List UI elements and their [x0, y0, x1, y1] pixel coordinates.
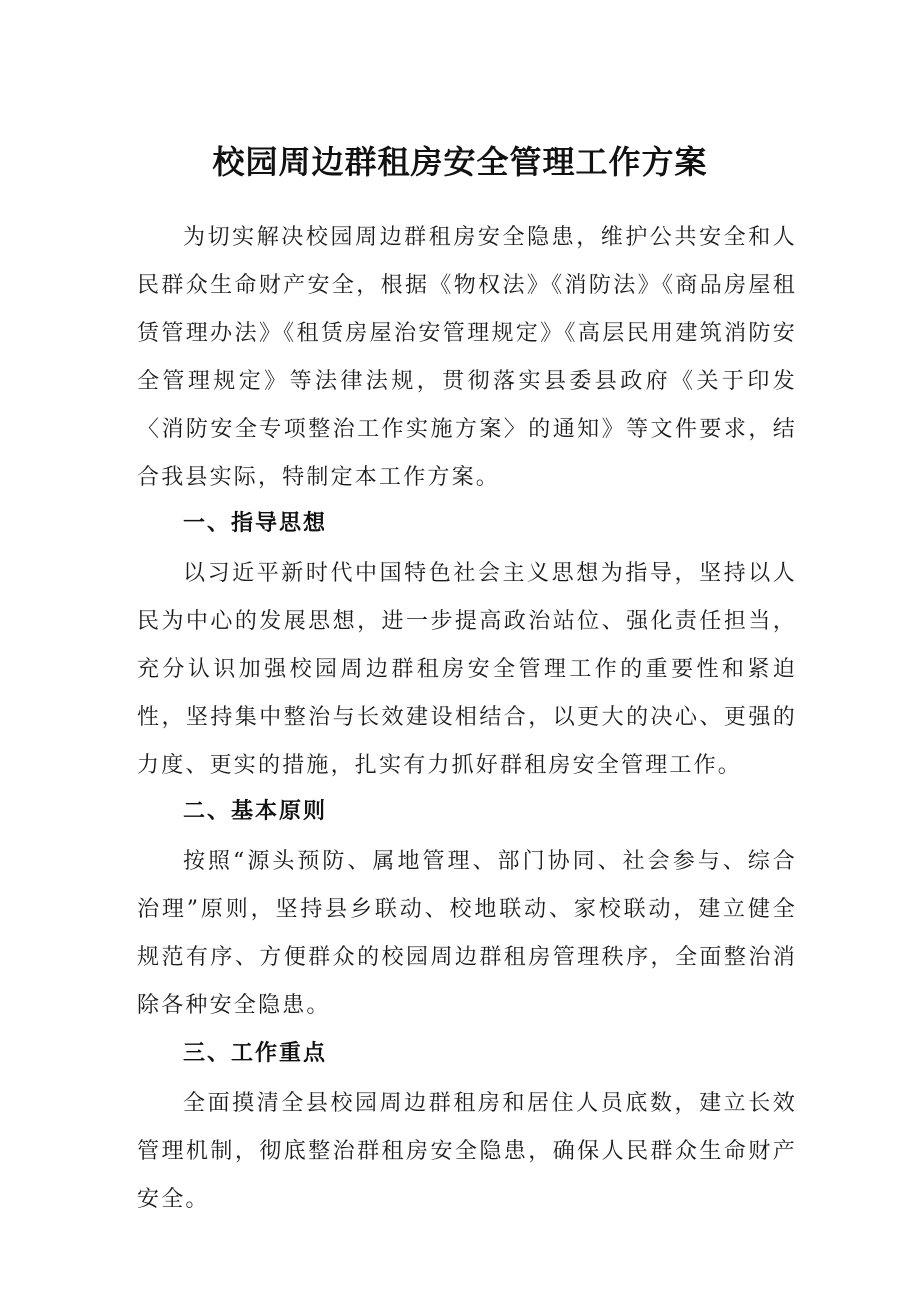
section-body-work-focus: 全面摸清全县校园周边群租房和居住人员底数，建立长效管理机制，彻底整治群租房安全隐患，确保人民群众生命财产安全。 [137, 1091, 797, 1212]
section-heading-work-focus: 三、工作重点 [183, 1041, 328, 1066]
section-heading-guiding-ideology: 一、指导思想 [183, 511, 328, 536]
section-heading-basic-principles: 二、基本原则 [183, 799, 328, 824]
intro-paragraph: 为切实解决校园周边群租房安全隐患，维护公共安全和人民群众生命财产安全，根据《物权法》《消防法》《商品房屋租赁管理办法》《租赁房屋治安管理规定》《高层民用建筑消防安全管理规定》等法律法规，贯彻落实县委县政府《关于印发〈消防安全专项整治工作实施方案〉的通知》等文件要求，结合我县实际，特制定本工作方案。 [137, 225, 797, 490]
section-body-basic-principles: 按照“源头预防、属地管理、部门协同、社会参与、综合治理”原则，坚持县乡联动、校地联动、家校联动，建立健全规范有序、方便群众的校园周边群租房管理秩序，全面整治消除各种安全隐患。 [137, 849, 797, 1018]
section-body-guiding-ideology: 以习近平新时代中国特色社会主义思想为指导，坚持以人民为中心的发展思想，进一步提高政治站位、强化责任担当，充分认识加强校园周边群租房安全管理工作的重要性和紧迫性，坚持集中整治与长效建设相结合，以更大的决心、更强的力度、更实的措施，扎实有力抓好群租房安全管理工作。 [137, 561, 797, 778]
document-title: 校园周边群租房安全管理工作方案 [212, 143, 708, 181]
